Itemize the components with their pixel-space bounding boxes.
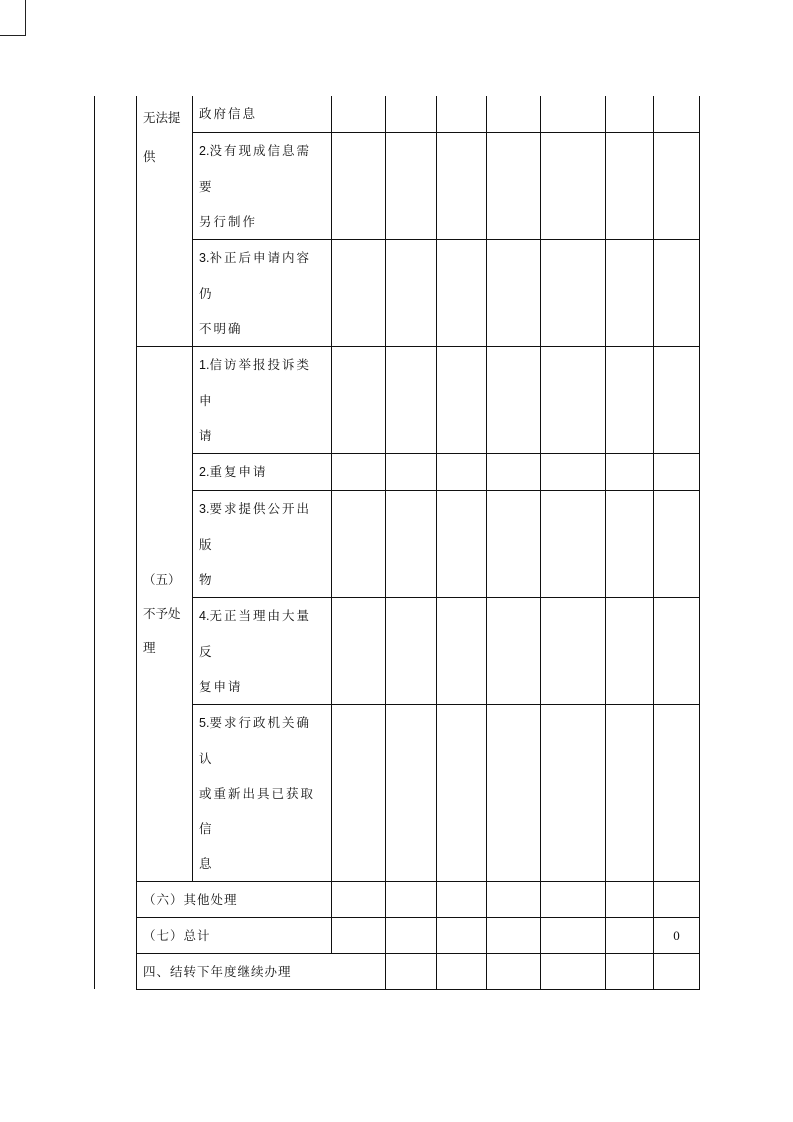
other-processing-label: （六）其他处理 <box>137 881 332 917</box>
table-row <box>95 96 700 132</box>
item-cell: 2.没有现成信息需要 另行制作 <box>193 132 332 239</box>
outer-blank-cell <box>95 96 137 989</box>
item-cell: 2.重复申请 <box>193 453 332 490</box>
table-row <box>95 917 700 953</box>
info-disclosure-table <box>94 96 700 990</box>
table-row <box>95 953 700 989</box>
item-cell: 3.补正后申请内容仍 不明确 <box>193 239 332 346</box>
item-cell: 1.信访举报投诉类申 请 <box>193 346 332 453</box>
category-cannot-provide: 无法提 供 <box>137 96 193 346</box>
carry-over-label: 四、结转下年度继续办理 <box>137 953 386 989</box>
item-cell: 4.无正当理由大量反 复申请 <box>193 597 332 704</box>
item-cell: 5.要求行政机关确认 或重新出具已获取信 息 <box>193 704 332 881</box>
item-cell: 3.要求提供公开出版 物 <box>193 490 332 597</box>
table-row <box>95 881 700 917</box>
category-not-processed: （五） 不予处 理 <box>137 346 193 881</box>
page-corner-mark <box>0 0 26 36</box>
table-row <box>95 346 700 453</box>
item-cell: 政府信息 <box>193 96 332 132</box>
total-label: （七）总计 <box>137 917 332 953</box>
total-value: 0 <box>654 917 700 953</box>
